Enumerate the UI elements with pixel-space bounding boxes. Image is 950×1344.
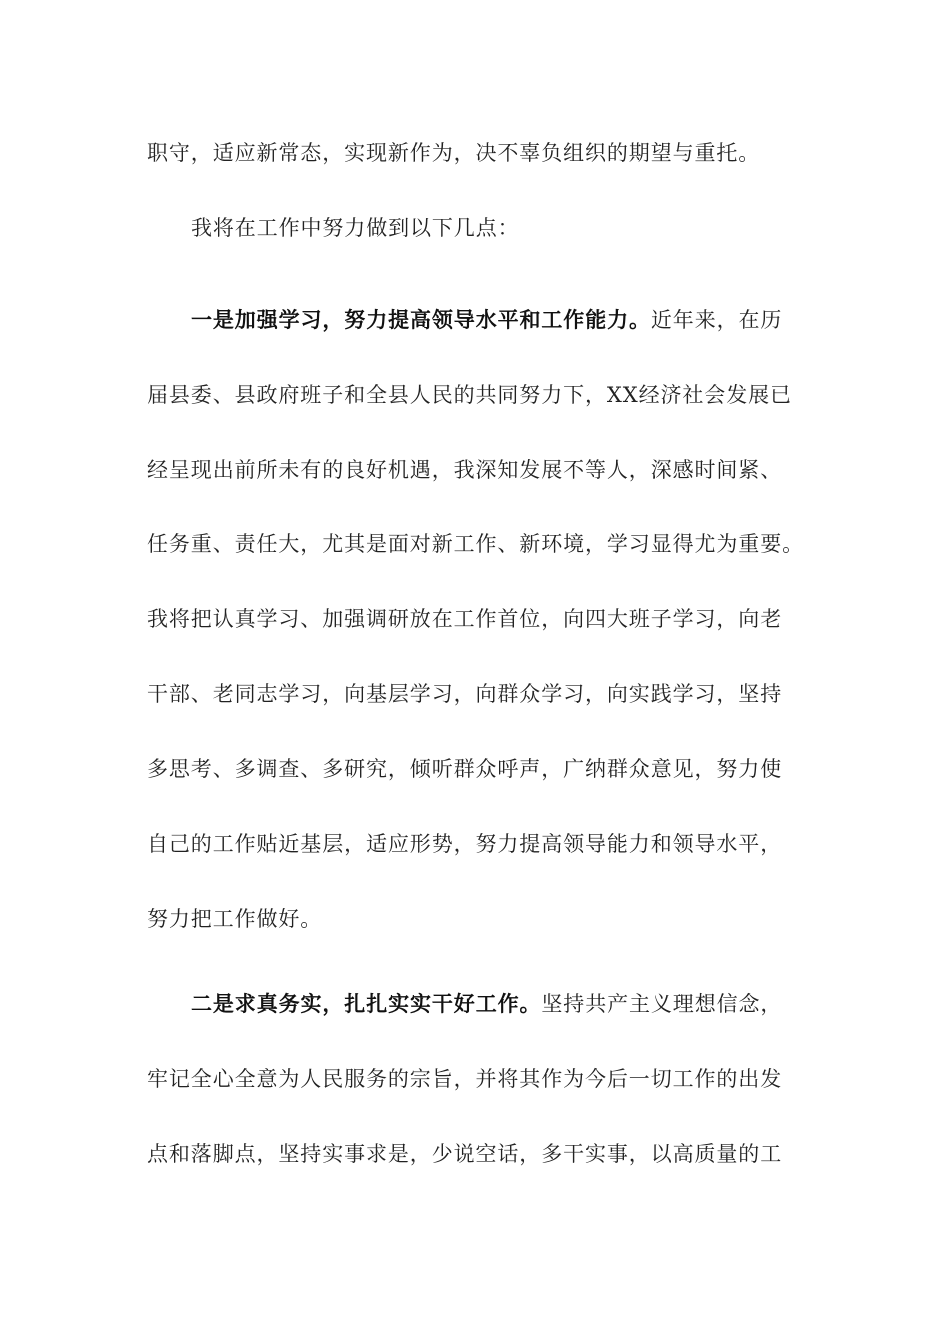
paragraph-text: 近年来，在历 xyxy=(650,308,783,332)
paragraph-line: 届县委、县政府班子和全县人民的共同努力下，XX经济社会发展已 xyxy=(147,383,792,407)
paragraph-line: 多思考、多调查、多研究，倾听群众呼声，广纳群众意见，努力使 xyxy=(147,757,783,781)
paragraph-line: 经呈现出前所未有的良好机遇，我深知发展不等人，深感时间紧、 xyxy=(147,458,783,482)
paragraph-line xyxy=(191,986,871,1022)
section-heading: 一是加强学习，努力提高领导水平和工作能力。 xyxy=(191,307,651,332)
paragraph-line: 干部、老同志学习，向基层学习，向群众学习，向实践学习，坚持 xyxy=(147,682,783,706)
paragraph-line: 点和落脚点，坚持实事求是，少说空话，多干实事，以高质量的工 xyxy=(147,1142,783,1166)
paragraph-line: 努力把工作做好。 xyxy=(147,907,323,931)
paragraph-line: 我将把认真学习、加强调研放在工作首位，向四大班子学习，向老 xyxy=(147,607,783,631)
paragraph-line xyxy=(191,302,871,338)
paragraph-line: 我将在工作中努力做到以下几点： xyxy=(191,216,520,240)
paragraph-line: 职守，适应新常态，实现新作为，决不辜负组织的期望与重托。 xyxy=(147,141,761,165)
paragraph-line: 牢记全心全意为人民服务的宗旨，并将其作为今后一切工作的出发 xyxy=(147,1067,783,1091)
section-heading: 二是求真务实，扎扎实实干好工作。 xyxy=(191,991,542,1016)
paragraph-line: 任务重、责任大，尤其是面对新工作、新环境，学习显得尤为重要。 xyxy=(147,532,804,556)
paragraph-text: 坚持共产主义理想信念， xyxy=(541,992,783,1016)
paragraph-line: 自己的工作贴近基层，适应形势，努力提高领导能力和领导水平， xyxy=(147,832,783,856)
